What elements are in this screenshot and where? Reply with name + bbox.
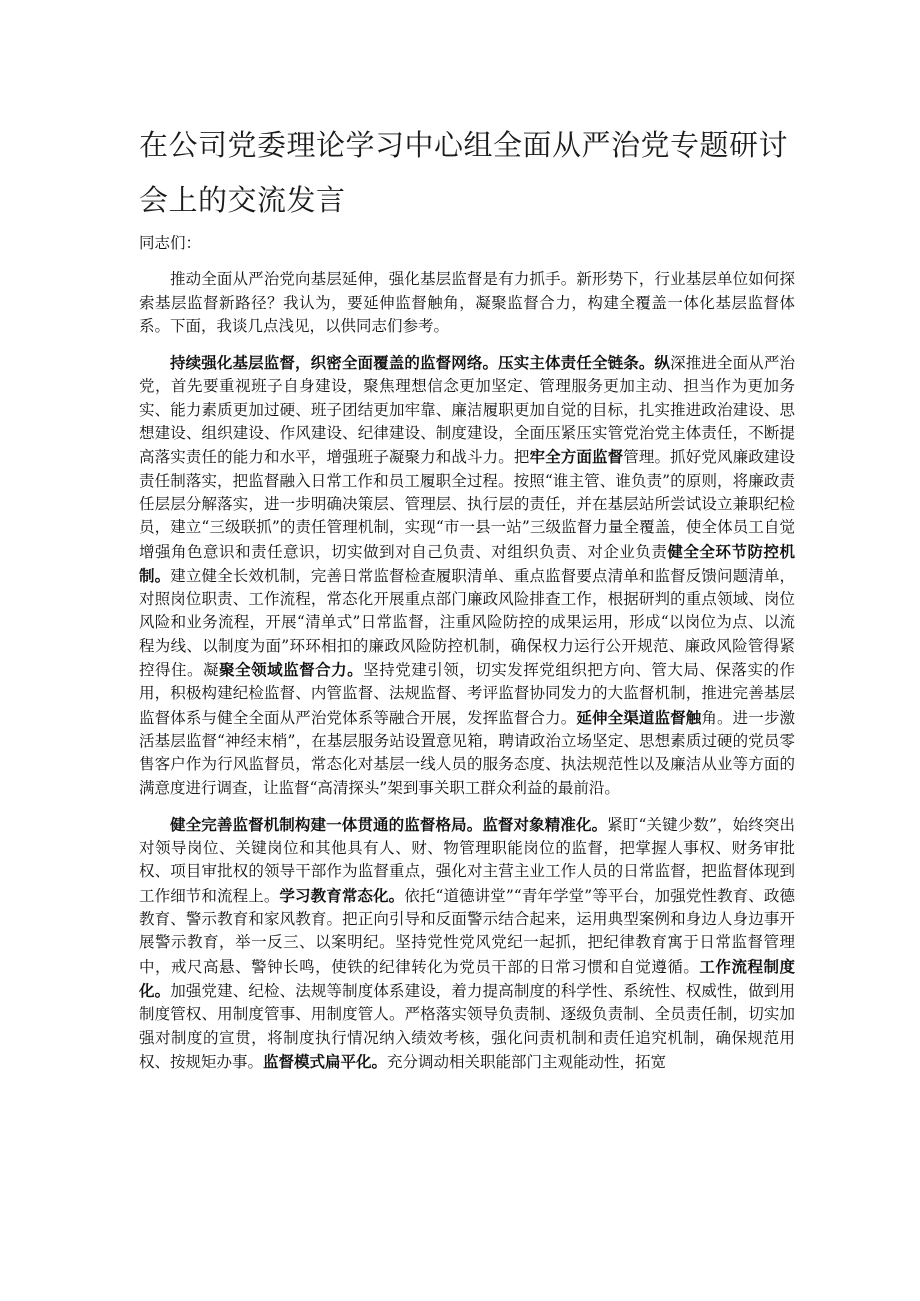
paragraph-text: 充分调动相关职能部门主观能动性，拓宽 (387, 1052, 667, 1071)
paragraph-text: 坚持党建引领，切实发挥党组织把方向、管大局、保落实的作用，积极构建纪检监督、内管监督、法规监督、考评监督协同发力的大监督机制，推进完善基层监督体系与健全全面从严治党体系等融合开展，发挥监督合力。 (139, 661, 795, 727)
paragraph-text: 依托“道德讲堂”“青年学堂”等平台，加强党性教育、政德教育、警示教育和家风教育。把正向引导和反面警示结合起来，运用典型案例和身边人身边事开展警示教育，举一反三、以案明纪。坚持党性党风党纪一起抓，把纪律教育寓于日常监督管理中，戒尺高悬、警钟长鸣，使铁的纪律转化为党员干部的日常习惯和自觉遵循。 (139, 886, 795, 976)
paragraph-text: 深推进全面从严治党，首先要重视班子自身建设，聚焦理想信念更加坚定、管理服务更加主动、担当作为更加务实、能力素质更加过硬、班子团结更加牢靠、廉洁履职更加自觉的目标，扎实推进政治建设、思想建设、组织建设、作风建设、纪律建设、制度建设，全面压紧压实管党治党主体责任，不断提高落实责任的能力和水平，增强班子凝聚力和战斗力。把 (139, 354, 795, 467)
bold-heading-text: 工作流程制度化。 (139, 956, 795, 1000)
document-title: 在公司党委理论学习中心组全面从严治党专题研讨会上的交流发言 (139, 128, 789, 217)
paragraph-text: 紧盯“关键少数”，始终突出对领导岗位、关键岗位和其他具有人、财、物管理职能岗位的监督，把掌握人事权、财务审批权、项目审批权的领导干部作为监督重点，强化对主营主业工作人员的日常监督，把监督体现到工作细节和流程上。 (139, 815, 795, 905)
bold-heading-text: 持续强化基层监督，织密全面覆盖的监督网络。压实主体责任全链条。纵 (170, 353, 671, 373)
body-paragraph (139, 813, 795, 1074)
bold-heading-text: 健全全环节防控机制。 (139, 541, 795, 585)
bold-heading-text: 学习教育常态化。 (279, 885, 405, 905)
bold-heading-text: 健全完善监督机制构建一体贯通的监督格局。监督对象精准化。 (170, 814, 608, 834)
body-paragraph (139, 351, 795, 800)
salutation: 同志们： (139, 234, 202, 252)
paragraph-text: 建立健全长效机制，完善日常监督检查履职清单、重点监督要点清单和监督反馈问题清单，对照岗位职责、工作流程，常态化开展重点部门廉政风险排查工作，根据研判的重点领域、岗位风险和业务流程，开展“清单式”日常监督，注重风险防控的成果运用，形成“以岗位为点、以流程为线、以制度为面”环环相扣的廉政风险防控机制，确保权力运行公开规范、廉政风险管得紧控得住。凝 (139, 566, 795, 680)
paragraph-text: 角。进一步激活基层监督“神经末梢”，在基层服务站设置意见箱，聘请政治立场坚定、思想素质过硬的党员零售客户作为行风监督员，常态化对基层一线人员的服务态度、执法规范性以及廉洁从业等方面的满意度进行调查，让监督“高清探头”架到事关职工群众利益的最前沿。 (139, 708, 795, 797)
bold-heading-text: 延伸全渠道监督触 (576, 707, 702, 727)
paragraph-text: 管理。抓好党风廉政建设责任制落实，把监督融入日常工作和员工履职全过程。按照“谁主管、谁负责”的原则，将廉政责任层层分解落实，进一步明确决策层、管理层、执行层的责任，并在基层站所尝试设立兼职纪检员，建立“三级联抓”的责任管理机制，实现“市一县一站”三级监督力量全覆盖，使全体员工自觉增强角色意识和责任意识，切实做到对自己负责、对组织负责、对企业负责 (139, 448, 795, 561)
paragraph-text: 推动全面从严治党向基层延伸，强化基层监督是有力抓手。新形势下，行业基层单位如何探索基层监督新路径？我认为，要延伸监督触角，凝聚监督合力，构建全覆盖一体化基层监督体系。下面，我谈几点浅见，以供同志们参考。 (139, 270, 795, 335)
paragraph-list (139, 268, 795, 1074)
document-body (139, 232, 795, 1087)
bold-heading-text: 牢全方面监督 (529, 447, 624, 467)
bold-heading-text: 聚全领域监督合力。 (219, 660, 364, 680)
bold-heading-text: 监督模式扁平化。 (263, 1051, 388, 1071)
body-paragraph (139, 268, 795, 338)
paragraph-text: 加强党建、纪检、法规等制度体系建设，着力提高制度的科学性、系统性、权威性，做到用制度管权、用制度管事、用制度管人。严格落实领导负责制、逐级负责制、全员责任制，切实加强对制度的宣贯，将制度执行情况纳入绩效考核，强化问责机制和责任追究机制，确保规范用权、按规矩办事。 (139, 981, 795, 1071)
